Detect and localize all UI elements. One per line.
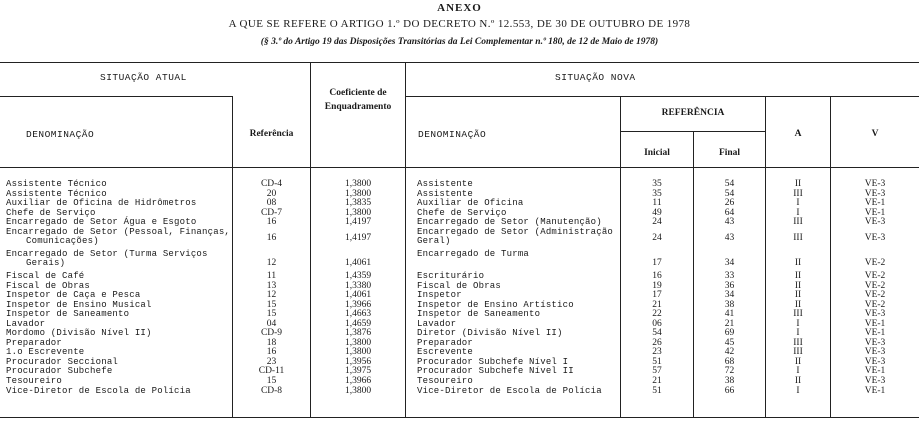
coeficiente: 1,3975 <box>344 366 372 377</box>
classe-a: I <box>796 207 800 218</box>
classe-v: VE-3 <box>864 217 886 228</box>
coeficiente: 1,3800 <box>344 347 372 358</box>
coeficiente: 1,3800 <box>344 337 372 348</box>
classe-v: VE-2 <box>864 280 886 291</box>
old-denominacao: Assistente Técnico <box>6 188 107 199</box>
new-denominacao: Inspetor <box>417 290 462 301</box>
referencia-final: 38 <box>724 376 735 386</box>
referencia-final: 64 <box>724 207 735 218</box>
referencia-inicial: 24 <box>652 232 662 243</box>
classe-v: VE-3 <box>864 179 886 189</box>
old-denominacao: Mordomo (Divisão Nível II) <box>6 328 152 339</box>
classe-v: VE-1 <box>864 328 886 339</box>
classe-v: VE-1 <box>864 366 886 377</box>
classe-a: I <box>796 318 800 329</box>
referencia-inicial: 19 <box>652 280 662 291</box>
referencia-final: 54 <box>724 188 735 199</box>
old-referencia: 18 <box>266 337 277 348</box>
referencia-inicial: 35 <box>652 188 662 199</box>
old-referencia: 12 <box>266 290 277 301</box>
referencia-final: 66 <box>724 385 735 396</box>
referencia-final: 43 <box>724 217 735 228</box>
old-denominacao: Assistente Técnico <box>6 179 107 189</box>
classe-a: II <box>794 290 802 301</box>
old-denominacao: Inspetor de Saneamento <box>6 309 130 320</box>
new-denominacao: Escriturário <box>417 270 485 281</box>
classe-v: VE-2 <box>864 299 886 310</box>
classe-a: III <box>793 347 803 358</box>
new-denominacao: Encarregado de Turma <box>417 248 530 259</box>
coeficiente: 1,3835 <box>344 198 372 209</box>
coeficiente: 1,3800 <box>344 385 372 396</box>
referencia-header: Referência <box>249 129 294 139</box>
old-denominacao: 1.o Escrevente <box>6 347 85 358</box>
classe-v: VE-2 <box>864 290 886 301</box>
classe-a: II <box>794 270 802 281</box>
referencia-inicial: 23 <box>652 347 662 358</box>
new-denominacao: Auxiliar de Oficina <box>417 198 524 209</box>
old-referencia: 15 <box>266 309 277 320</box>
old-denominacao: Procurador Seccional <box>6 356 119 367</box>
old-referencia: 16 <box>266 347 277 358</box>
denominacao-nova-header: DENOMINAÇÃO <box>418 129 487 140</box>
new-denominacao: Escrevente <box>417 347 474 358</box>
old-referencia: 13 <box>266 280 277 291</box>
coeficiente: 1,3966 <box>344 299 372 310</box>
referencia-inicial: 21 <box>652 299 662 310</box>
old-denominacao-continued: Comunicações) <box>26 236 99 247</box>
referencia-final: 68 <box>724 356 735 367</box>
old-denominacao-continued: Gerais) <box>26 258 66 269</box>
coeficiente: 1,3800 <box>344 207 372 218</box>
classe-v: VE-3 <box>864 309 886 320</box>
old-referencia: CD-7 <box>260 207 283 218</box>
group-header-rule <box>0 96 232 97</box>
table-top-rule <box>0 62 919 63</box>
coeficiente: 1,4061 <box>344 258 372 269</box>
old-denominacao: Encarregado de Setor Água e Esgoto <box>6 217 197 228</box>
old-referencia: CD-4 <box>260 179 283 189</box>
coeficiente: 1,3956 <box>344 356 372 367</box>
old-referencia: CD-11 <box>258 366 285 377</box>
classe-a: III <box>793 232 803 243</box>
new-denominacao: Fiscal de Obras <box>417 280 502 291</box>
classe-v: VE-1 <box>864 207 886 218</box>
classe-v: VE-3 <box>864 356 886 367</box>
table-bottom-rule <box>0 417 919 418</box>
document-note: (§ 3.º do Artigo 19 das Disposições Transitórias da Lei Complementar n.º 180, de 12 de Maio de 1978) <box>260 37 659 47</box>
coeficiente: 1,4197 <box>344 232 372 243</box>
old-referencia: 15 <box>266 299 277 310</box>
coeficiente: 1,4663 <box>344 309 372 320</box>
classe-v: VE-1 <box>864 385 886 396</box>
classe-v: VE-1 <box>864 198 886 209</box>
coeficiente: 1,3800 <box>344 179 372 189</box>
referencia-inicial: 24 <box>652 217 662 228</box>
classe-a: I <box>796 385 800 396</box>
new-denominacao: Procurador Subchefe Nível II <box>417 366 574 377</box>
a-header: A <box>794 129 802 139</box>
classe-a: II <box>794 356 802 367</box>
classe-a: I <box>796 198 800 209</box>
header-bottom-rule <box>0 167 919 168</box>
coeficiente-header: Coeficiente de Enquadramento <box>324 88 392 112</box>
old-referencia: 16 <box>266 217 277 228</box>
coeficiente: 1,3800 <box>344 188 372 199</box>
referencia-inicial: 49 <box>652 207 662 218</box>
classe-a: II <box>794 299 802 310</box>
referencia-inicial: 51 <box>652 356 662 367</box>
classe-v: VE-3 <box>864 232 886 243</box>
referencia-inicial: 54 <box>652 328 662 339</box>
classe-a: III <box>793 188 803 199</box>
new-denominacao: Assistente <box>417 179 474 189</box>
old-denominacao: Inspetor de Ensino Musical <box>6 299 152 310</box>
referencia-final: 38 <box>724 299 735 310</box>
coeficiente: 1,4359 <box>344 270 372 281</box>
classe-v: VE-2 <box>864 258 886 269</box>
referencia-final: 69 <box>724 328 735 339</box>
coeficiente: 1,4659 <box>344 318 372 329</box>
referencia-final: 21 <box>724 318 735 329</box>
old-denominacao: Chefe de Serviço <box>6 207 96 218</box>
old-referencia: CD-9 <box>260 328 283 339</box>
old-referencia: 04 <box>266 318 277 329</box>
classe-a: III <box>793 217 803 228</box>
referencia-final: 26 <box>724 198 735 209</box>
old-referencia: 23 <box>266 356 277 367</box>
referencia-final: 42 <box>724 347 735 358</box>
old-referencia: 15 <box>266 376 277 386</box>
coeficiente: 1,3876 <box>344 328 372 339</box>
classe-v: VE-3 <box>864 337 886 348</box>
coeficiente: 1,3380 <box>344 280 372 291</box>
classe-v: VE-3 <box>864 347 886 358</box>
coeficiente: 1,4197 <box>344 217 372 228</box>
classe-a: II <box>794 258 802 269</box>
v-header: V <box>871 129 879 139</box>
situacao-nova-header: SITUAÇÃO NOVA <box>555 72 636 83</box>
old-denominacao: Encarregado de Setor (Turma Serviços <box>6 248 208 259</box>
classe-v: VE-1 <box>864 318 886 329</box>
old-denominacao: Preparador <box>6 337 63 348</box>
new-denominacao: Chefe de Serviço <box>417 207 507 218</box>
new-denominacao: Diretor (Divisão Nível II) <box>417 328 563 339</box>
referencia-inicial: 35 <box>652 179 662 189</box>
old-denominacao: Procurador Subchefe <box>6 366 113 377</box>
old-denominacao: Inspetor de Caça e Pesca <box>6 290 141 301</box>
referencia-inicial: 17 <box>652 258 662 269</box>
new-denominacao: Inspetor de Ensino Artístico <box>417 299 574 310</box>
referencia-inicial: 17 <box>652 290 662 301</box>
new-denominacao: Procurador Subchefe Nível I <box>417 356 569 367</box>
referencia-inicial: 06 <box>652 318 662 329</box>
old-denominacao: Vice-Diretor de Escola de Polícia <box>6 385 191 396</box>
final-header: Final <box>718 148 741 158</box>
old-denominacao: Tesoureiro <box>6 376 63 386</box>
classe-v: VE-2 <box>864 270 886 281</box>
coeficiente: 1,3966 <box>344 376 372 386</box>
old-denominacao: Fiscal de Obras <box>6 280 91 291</box>
new-denominacao: Assistente <box>417 188 474 199</box>
classe-a: III <box>793 309 803 320</box>
old-referencia: CD-8 <box>260 385 283 396</box>
referencia-nova-header: REFERÊNCIA <box>661 108 725 118</box>
classe-v: VE-3 <box>864 188 886 199</box>
old-referencia: 08 <box>266 198 277 209</box>
referencia-inicial: 11 <box>652 198 662 209</box>
classe-a: II <box>794 280 802 291</box>
referencia-final: 54 <box>724 179 735 189</box>
coeficiente: 1,4061 <box>344 290 372 301</box>
new-denominacao: Lavador <box>417 318 457 329</box>
old-referencia: 16 <box>266 232 277 243</box>
referencia-inicial: 57 <box>652 366 662 377</box>
inicial-header: Inicial <box>644 148 670 158</box>
referencia-final: 34 <box>724 258 735 269</box>
new-denominacao-continued: Geral) <box>417 236 451 247</box>
new-denominacao: Encarregado de Setor (Manutenção) <box>417 217 602 228</box>
referencia-inicial: 26 <box>652 337 662 348</box>
old-denominacao: Fiscal de Café <box>6 270 85 281</box>
referencia-final: 34 <box>724 290 735 301</box>
old-denominacao: Auxiliar de Oficina de Hidrômetros <box>6 198 197 209</box>
referencia-final: 36 <box>724 280 735 291</box>
referencia-final: 43 <box>724 232 735 243</box>
old-denominacao: Encarregado de Setor (Pessoal, Finanças, <box>6 226 231 237</box>
referencia-inicial: 22 <box>652 309 662 320</box>
referencia-inicial: 51 <box>652 385 662 396</box>
new-denominacao: Preparador <box>417 337 474 348</box>
document-subtitle: A QUE SE REFERE O ARTIGO 1.º DO DECRETO N.º 12.553, DE 30 DE OUTUBRO DE 1978 <box>228 18 691 30</box>
classe-a: I <box>796 328 800 339</box>
old-denominacao: Lavador <box>6 318 46 329</box>
referencia-final: 33 <box>724 270 735 281</box>
new-denominacao: Inspetor de Saneamento <box>417 309 541 320</box>
group-header-rule <box>405 96 919 97</box>
old-referencia: 20 <box>266 188 277 199</box>
denominacao-header: DENOMINAÇÃO <box>26 129 95 140</box>
referencia-final: 45 <box>724 337 735 348</box>
situacao-atual-header: SITUAÇÃO ATUAL <box>100 72 187 83</box>
document-title: ANEXO <box>437 2 482 14</box>
classe-a: I <box>796 366 800 377</box>
referencia-final: 72 <box>724 366 735 377</box>
referencia-final: 41 <box>724 309 735 320</box>
referencia-inicial: 16 <box>652 270 662 281</box>
classe-a: II <box>794 179 802 189</box>
old-referencia: 12 <box>266 258 277 269</box>
new-denominacao: Encarregado de Setor (Administração <box>417 226 614 237</box>
classe-v: VE-3 <box>864 376 886 386</box>
col-divider <box>405 62 406 417</box>
classe-a: III <box>793 337 803 348</box>
new-denominacao: Tesoureiro <box>417 376 474 386</box>
referencia-inicial: 21 <box>652 376 662 386</box>
classe-a: II <box>794 376 802 386</box>
new-denominacao: Vice-Diretor de Escola de Polícia <box>417 385 602 396</box>
old-referencia: 11 <box>266 270 277 281</box>
